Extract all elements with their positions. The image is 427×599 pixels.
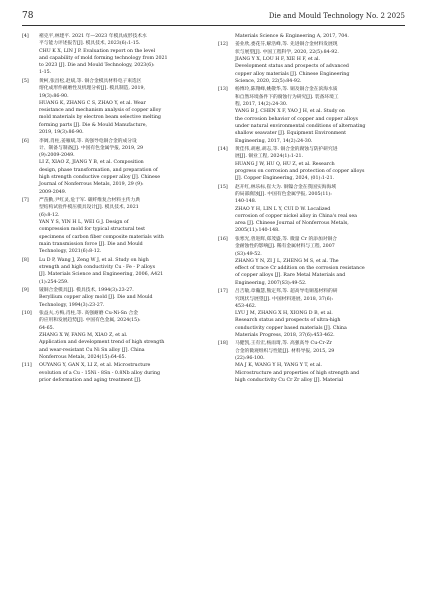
reference-number: [4] (22, 34, 29, 39)
reference-text-line: area [J]. Chinese Journal of Nonferrous Metals, (235, 221, 349, 227)
reference-text-line: (6):8-12. (39, 212, 60, 218)
reference-text-line: LI Z, XIAO Z, JIANG Y B, et al. Composition (39, 160, 144, 166)
reference-text-line: compression mold for typical structural test (39, 227, 145, 233)
reference-number: [6] (22, 138, 29, 144)
reference-text-line: 平与能力评述报告[J]. 模具技术, 2023(6):1-15. (39, 41, 141, 47)
reference-text-line: design, phase transformation, and preparation of (39, 167, 158, 173)
reference-text-line: and capability of mold forming technology from 2021 (39, 55, 168, 61)
reference-text-line: strength and high conductivity Cu - Fe - P alloys (39, 264, 156, 270)
reference-number: [15] (218, 184, 228, 190)
reference-number: [14] (218, 147, 228, 153)
reference-text-line: 金耐蚀性的影响[J]. 稀有金属材料与工程, 2007 (235, 244, 335, 250)
reference-text-line: under natural environmental conditions of alternating (235, 123, 366, 129)
reference-text-line: 453-462. (235, 303, 257, 309)
reference-number: [9] (22, 288, 29, 294)
reference-entry (22, 197, 209, 255)
reference-entry (22, 138, 209, 196)
reference-number: [7] (22, 198, 29, 204)
reference-number: [12] (218, 42, 228, 48)
reference-text-line: Nonferrous Metals, 2024(15):64-65. (39, 354, 127, 360)
reference-text-line: 展[J]. 铜业工程, 2024(1):1-21. (235, 154, 303, 160)
reference-text-line: 铍铜合金模具[J]. 模具技术, 1994(3):23-27. (39, 288, 134, 294)
reference-entry (218, 236, 406, 287)
reference-text-line: (22):96-100. (235, 356, 265, 362)
reference-text-line: high conductivity Cu Cr Zr alloy [J]. Material (235, 377, 344, 383)
reference-text-line: Application and development trend of high strength (39, 340, 165, 346)
reference-text-line: mold materials by electron beam selective melting (39, 115, 161, 121)
reference-entry (22, 287, 209, 309)
reference-text-line: 1-15. (39, 70, 52, 76)
reference-text-line: CHU K X, LIN J P. Evaluation report on the level (39, 48, 156, 54)
reference-entry (22, 78, 209, 136)
reference-text-line: 19(3):86-90. (39, 93, 69, 99)
reference-text-line: Journal of Nonferrous Metals, 2019, 29 (9): (39, 182, 144, 188)
reference-text-line: corrosion of copper nickel alloy in China's real sea (235, 213, 357, 219)
reference-text-line: Materials Science & Engineering A, 2017, 704. (235, 34, 349, 39)
reference-text-line: Research status and prospects of ultra-high (235, 318, 341, 324)
reference-number: [5] (22, 78, 29, 84)
reference-text-line: Technology, 2021(6):8-12. (39, 249, 102, 255)
page-header (22, 9, 405, 26)
reference-text-line: Lu D P, Wang J, Zeng W J, et al. Study on high (39, 257, 149, 263)
reference-text-line: Beryllium copper alloy mold [J]. Die and Mould (39, 295, 153, 301)
reference-text-line: to 2023 [J]. Die and Mould Technology, 2023(6): (39, 63, 155, 69)
reference-text-line: 状与展望[J]. 中国工程科学, 2020, 22(5):84-92. (235, 49, 339, 55)
reference-text-line: Technology, 1994(3):23-27. (39, 302, 105, 308)
reference-text-line: HUANG J W, HU Q, HU Z, et al. Research (235, 161, 335, 167)
reference-entry (218, 33, 406, 40)
reference-text-line: YAN Y S, YIN H L, WEI G J. Design of (39, 219, 129, 225)
reference-number: [16] (218, 236, 228, 242)
reference-text-line: (1):254-259. (39, 279, 69, 285)
reference-text-line: 究现状与展望[J]. 中国材料进展, 2018, 37(6): (235, 296, 334, 302)
reference-text-line: HUANG K, ZHANG C S, ZHAO Y, et al. Wear (39, 100, 146, 106)
reference-entry (22, 257, 209, 286)
page-number: 78 (22, 11, 34, 21)
reference-entry (218, 86, 406, 144)
reference-text-line: [J]. Materials Science and Engineering, 2006, A421 (39, 272, 164, 278)
reference-text-line: the corrosion behavior of copper and copper alloys (235, 116, 358, 122)
reference-text-line: Materials Progress, 2018, 37(6):453-462. (235, 333, 335, 338)
journal-title: Die and Mould Technology No. 2 2025 (268, 12, 405, 20)
reference-entry (218, 41, 406, 85)
reference-text-line: 姜业欣,娄花芬,解浩峰,等. 先进铜合金材料发展现 (235, 42, 338, 48)
reference-text-line: LYU J M, ZHANG X H, XIONG D B, et al. (235, 311, 333, 317)
reference-text-line: effect of trace Cr addition on the corrosion resistance (235, 266, 365, 272)
reference-text-line: 马健凯,王有宏,杨雨琦,等. 高强高导 Cu-Cr-Zr (235, 341, 332, 347)
reference-text-line: 的局部腐蚀[J]. 中国有色金属学报, 2005(11): (235, 191, 332, 197)
reference-text-line: copper alloy materials [J]. Chinese Engineering (235, 71, 350, 77)
reference-text-line: 程, 2017, 14(2):24-30. (235, 102, 288, 108)
reference-text-line: 140-148. (235, 199, 257, 205)
reference-number: [8] (22, 257, 29, 263)
reference-text-line: 黄佳伟,胡惠,胡志,等. 铜合金的腐蚀与防护研究进 (235, 147, 338, 153)
reference-entry (22, 33, 209, 77)
reference-text-line: 张寒光,曾进辉,郑茂盛,等. 微量 Cr 的添加对铜合 (235, 236, 337, 242)
reference-number: [11] (22, 363, 32, 369)
reference-entry (218, 288, 406, 339)
reference-text-line: conductivity copper based materials [J]. China (235, 325, 347, 331)
reference-text-line: high strength conductive copper alloy [J]. Chinese (39, 175, 161, 181)
reference-entry (22, 310, 209, 361)
reference-text-line: JIANG Y X, LOU H F, XIE H F, et al. (235, 57, 321, 63)
reference-text-line: 杨博玲,陈翔峰,姚敬华,等. 铜及铜合金在滨海水质 (235, 87, 338, 93)
reference-text-line: prior deformation and aging treatment [J]. (39, 377, 142, 383)
reference-text-line: specimens of carbon fiber composite materials with (39, 234, 164, 240)
reference-number: [17] (218, 289, 228, 295)
reference-text-line: resistance and mechanism analysis of copper alloy (39, 108, 162, 114)
right-reference-column (218, 33, 406, 385)
reference-number: [18] (218, 341, 228, 347)
reference-text-line: YANG B J, CHEN X F, YAO J H, et al. Study on (235, 109, 345, 115)
reference-entry (218, 184, 406, 235)
reference-entry (218, 340, 406, 384)
reference-text-line: Science, 2020, 22(5):84-92. (235, 78, 302, 84)
reference-number: [10] (22, 311, 32, 317)
reference-text-line: and wear-resistant Cu Ni Sn alloy [J]. China (39, 347, 145, 353)
reference-text-line: 型结构试验件模压模具设计[J]. 模具技术, 2021 (39, 205, 139, 211)
reference-text-line: Microstructure and properties of high strength and (235, 370, 360, 376)
reference-text-line: Engineering, 2007(S3):49-52. (235, 280, 307, 286)
reference-entry (218, 146, 406, 182)
reference-text-line: 2009-2049. (39, 189, 67, 195)
reference-text-line: Development status and prospects of advanced (235, 64, 349, 70)
reference-text-line: 吕吉敏,章瀚慧,熊定邦,等. 超高导电铜基材料的研 (235, 289, 338, 295)
reference-text-line: 严苗勤,尹红灵,危于军. 碳纤维复合材料主传力典 (39, 198, 141, 204)
reference-text-line: ZHANG X W, FANG M, XIAO Z, et al. (39, 333, 128, 338)
reference-number: [13] (218, 87, 228, 93)
reference-text-line: 张益夫,方梅,肖柱,等. 高强耐磨 Cu-Ni-Sn 合金 (39, 311, 138, 317)
reference-text-line: 李阔,肖柱,姜雁斌,等. 高强导电铜合金的成分设 (39, 138, 137, 144)
left-reference-column (22, 33, 209, 385)
reference-text-line: 合金的微观组织与性能[J]. 材料导报, 2015, 29 (235, 348, 335, 354)
reference-entry (22, 362, 209, 384)
reference-text-line: (9):2009-2049. (39, 153, 75, 159)
reference-text-line: ZHANG Y N, ZI J L, ZHENG M S, et al. The (235, 258, 339, 264)
reference-text-line: progress on corrosion and protection of copper alloys (235, 168, 365, 174)
reference-text-line: 赵开红,林乐标,崔大为. 铜镍合金在我国实海海域 (235, 184, 337, 190)
reference-text-line: MA J K, WANG Y H, YANG Y T, et al. (235, 363, 323, 369)
reference-text-line: 和自然环境条件下的腐蚀行为研究[J]. 装备环境工 (235, 94, 339, 100)
reference-text-line: OUYANG Y, GAN X, LI Z, et al. Microstructure (39, 363, 151, 369)
reference-text-line: 2005(11):140-148. (235, 228, 280, 234)
reference-text-line: 2019, 19(3):86-90. (39, 130, 84, 136)
reference-text-line: 计、制备与制备[J]. 中国有色金属学报, 2019, 29 (39, 145, 144, 151)
reference-text-line: ZHAO Y H, LIN L Y, CUI D W. Localized (235, 206, 331, 212)
reference-text-line: Engineering, 2017, 14(2):24-30. (235, 138, 313, 144)
reference-text-line: evolution of a Cu - 15Ni - 8Sn - 0.8Nb alloy during (39, 370, 161, 376)
reference-text-line: 64-65. (39, 325, 55, 331)
reference-text-line: (S3):49-52. (235, 251, 262, 257)
reference-text-line: 褚克平,林建平. 2021 年—2023 年模具成形技术水 (39, 34, 147, 39)
reference-text-line: 黄柯,张昌松,赵斌,等. 铜合金模具材料电子束选区 (39, 78, 142, 84)
reference-text-line: 的应用和发展趋势[J]. 中国有色金属, 2024(15): (39, 318, 141, 324)
reference-text-line: main transmission force [J]. Die and Mould (39, 241, 143, 247)
reference-text-line: forming parts [J]. Die & Mould Manufacture, (39, 122, 148, 128)
reference-text-line: [J]. Copper Engineering, 2024, (01):1-21. (235, 176, 335, 182)
reference-text-line: shallow seawater [J]. Equipment Environment (235, 131, 347, 137)
reference-text-line: 熔化成形件耐磨性及机理分析[J]. 模具制造, 2019, (39, 86, 145, 92)
reference-text-line: of copper alloys [J]. Rare Metal Materials and (235, 273, 346, 279)
